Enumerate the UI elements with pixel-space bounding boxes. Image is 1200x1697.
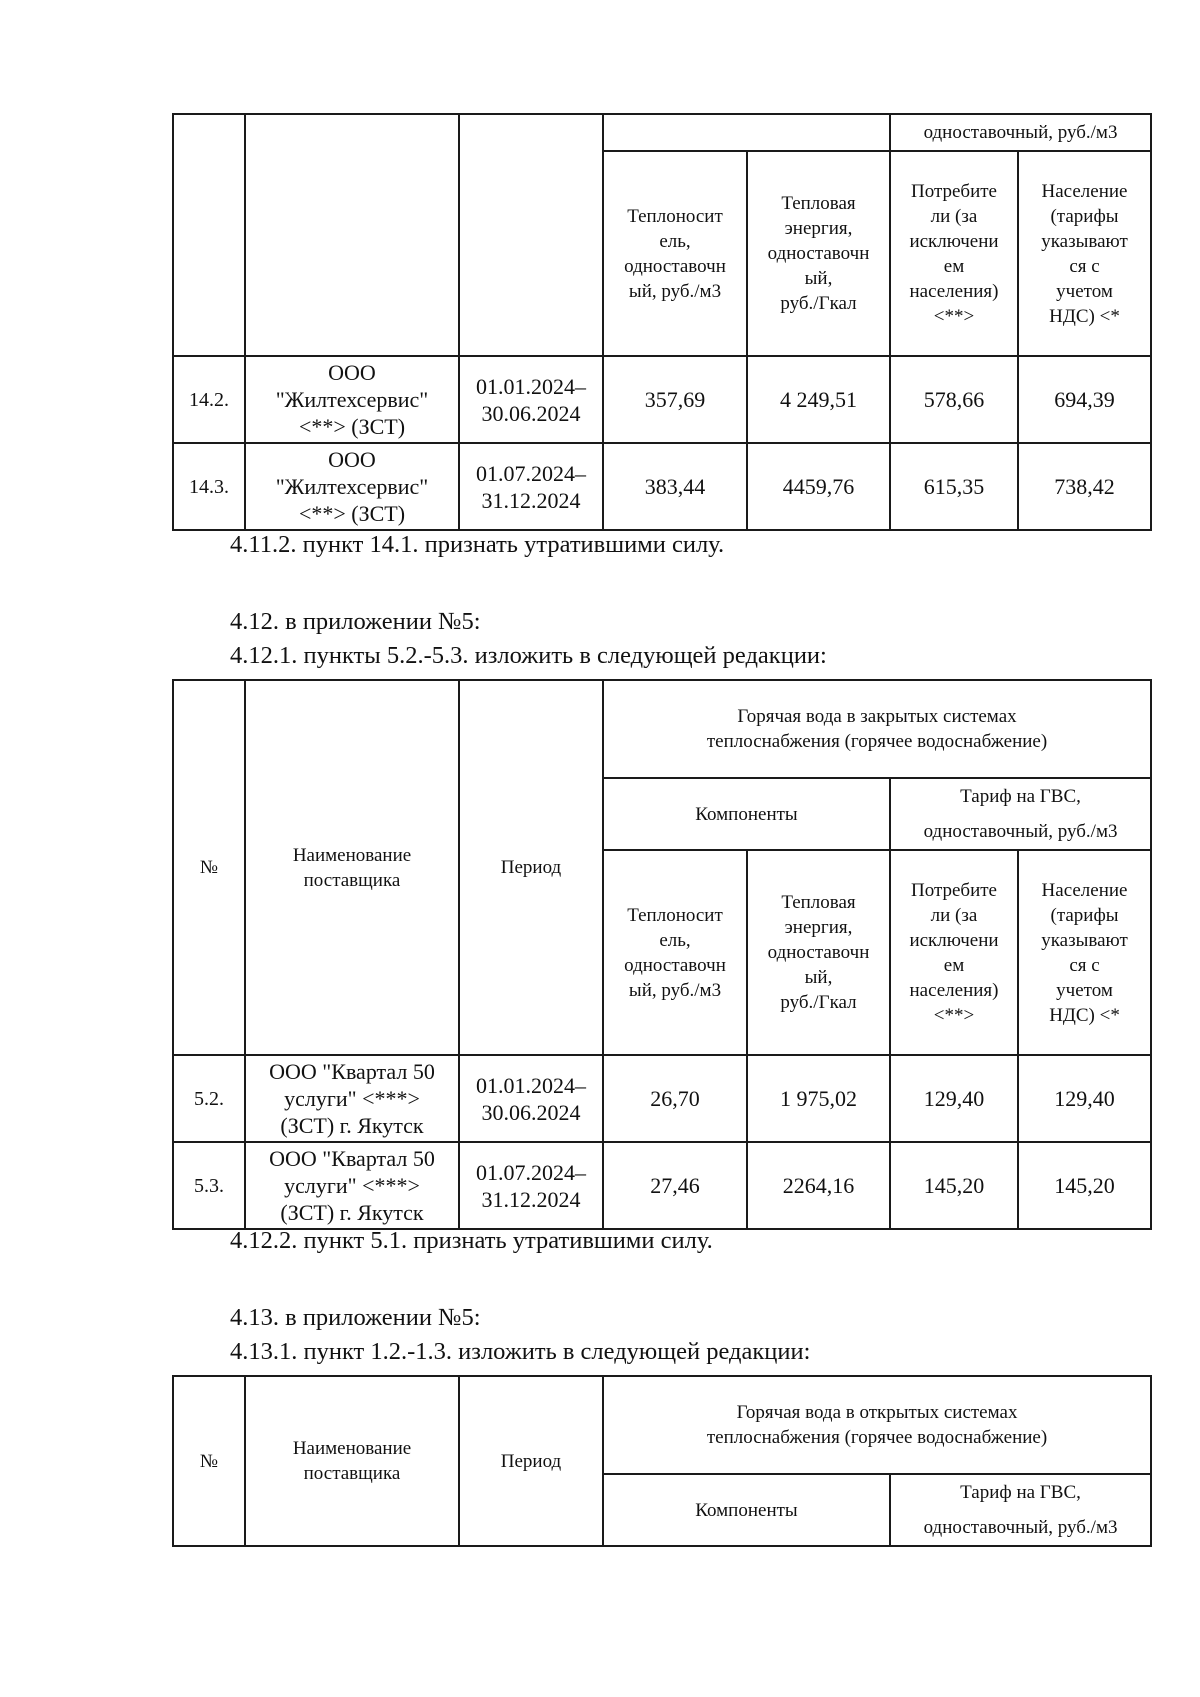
hot-water-group-header: Горячая вода в открытых системах теплоснабжения (горячее водоснабжение) [603,1376,1151,1474]
tariff-table-5 [172,679,1152,1230]
consumers-header: Потребите ли (за исключени ем населения) <**> [890,151,1018,356]
table-row [173,356,1151,443]
components-header-cell [603,114,890,151]
name-header-cell [245,114,459,356]
table-row [173,1055,1151,1142]
table-row [173,443,1151,530]
supplier-name: ООО "Жилтехсервис" <**> (ЗСТ) [245,443,459,530]
paragraph-4-12-1: 4.12.1. пункты 5.2.-5.3. изложить в следующей редакции: [230,642,827,669]
components-header: Компоненты [603,778,890,850]
hot-water-group-header: Горячая вода в закрытых системах теплоснабжения (горячее водоснабжение) [603,680,1151,778]
num-header: № [173,680,245,1055]
value-population: 145,20 [1018,1142,1151,1229]
value-heat-energy: 2264,16 [747,1142,890,1229]
period-header: Период [459,680,603,1055]
coolant-header: Теплоносит ель, одноставочн ый, руб./м3 [603,151,747,356]
consumers-header: Потребите ли (за исключени ем населения) <**> [890,850,1018,1055]
period-header: Период [459,1376,603,1546]
tariff-header: Тариф на ГВС, одноставочный, руб./м3 [890,1474,1151,1546]
supplier-name: ООО "Жилтехсервис" <**> (ЗСТ) [245,356,459,443]
supplier-name: ООО "Квартал 50 услуги" <***> (ЗСТ) г. Якутск [245,1142,459,1229]
value-heat-energy: 4459,76 [747,443,890,530]
value-coolant: 26,70 [603,1055,747,1142]
heat-energy-header: Тепловая энергия, одноставочн ый, руб./Гкал [747,151,890,356]
coolant-header: Теплоносит ель, одноставочн ый, руб./м3 [603,850,747,1055]
row-number: 5.2. [173,1055,245,1142]
tariff-table-14 [172,113,1152,531]
num-header: № [173,1376,245,1546]
row-number: 14.3. [173,443,245,530]
heat-energy-header: Тепловая энергия, одноставочн ый, руб./Гкал [747,850,890,1055]
period-cell: 01.01.2024– 30.06.2024 [459,356,603,443]
value-heat-energy: 4 249,51 [747,356,890,443]
tariff-table-1 [172,1375,1152,1547]
tariff-header: Тариф на ГВС, одноставочный, руб./м3 [890,778,1151,850]
period-header-cell [459,114,603,356]
value-population: 129,40 [1018,1055,1151,1142]
value-coolant: 357,69 [603,356,747,443]
tariff-header-partial: одноставочный, руб./м3 [890,114,1151,151]
supplier-name: ООО "Квартал 50 услуги" <***> (ЗСТ) г. Якутск [245,1055,459,1142]
supplier-header: Наименование поставщика [245,680,459,1055]
value-consumers: 615,35 [890,443,1018,530]
paragraph-4-12-2: 4.12.2. пункт 5.1. признать утратившими силу. [230,1227,713,1254]
population-header: Население (тарифы указывают ся с учетом НДС) <* [1018,850,1151,1055]
paragraph-4-13: 4.13. в приложении №5: [230,1304,481,1331]
table-row [173,1142,1151,1229]
value-consumers: 578,66 [890,356,1018,443]
value-heat-energy: 1 975,02 [747,1055,890,1142]
value-population: 738,42 [1018,443,1151,530]
value-consumers: 145,20 [890,1142,1018,1229]
population-header: Население (тарифы указывают ся с учетом НДС) <* [1018,151,1151,356]
row-number: 14.2. [173,356,245,443]
num-header-cell [173,114,245,356]
value-consumers: 129,40 [890,1055,1018,1142]
paragraph-4-11-2: 4.11.2. пункт 14.1. признать утратившими силу. [230,531,725,558]
row-number: 5.3. [173,1142,245,1229]
supplier-header: Наименование поставщика [245,1376,459,1546]
value-coolant: 383,44 [603,443,747,530]
value-coolant: 27,46 [603,1142,747,1229]
period-cell: 01.01.2024– 30.06.2024 [459,1055,603,1142]
period-cell: 01.07.2024– 31.12.2024 [459,443,603,530]
components-header: Компоненты [603,1474,890,1546]
period-cell: 01.07.2024– 31.12.2024 [459,1142,603,1229]
paragraph-4-12: 4.12. в приложении №5: [230,608,481,635]
paragraph-4-13-1: 4.13.1. пункт 1.2.-1.3. изложить в следующей редакции: [230,1338,811,1365]
value-population: 694,39 [1018,356,1151,443]
